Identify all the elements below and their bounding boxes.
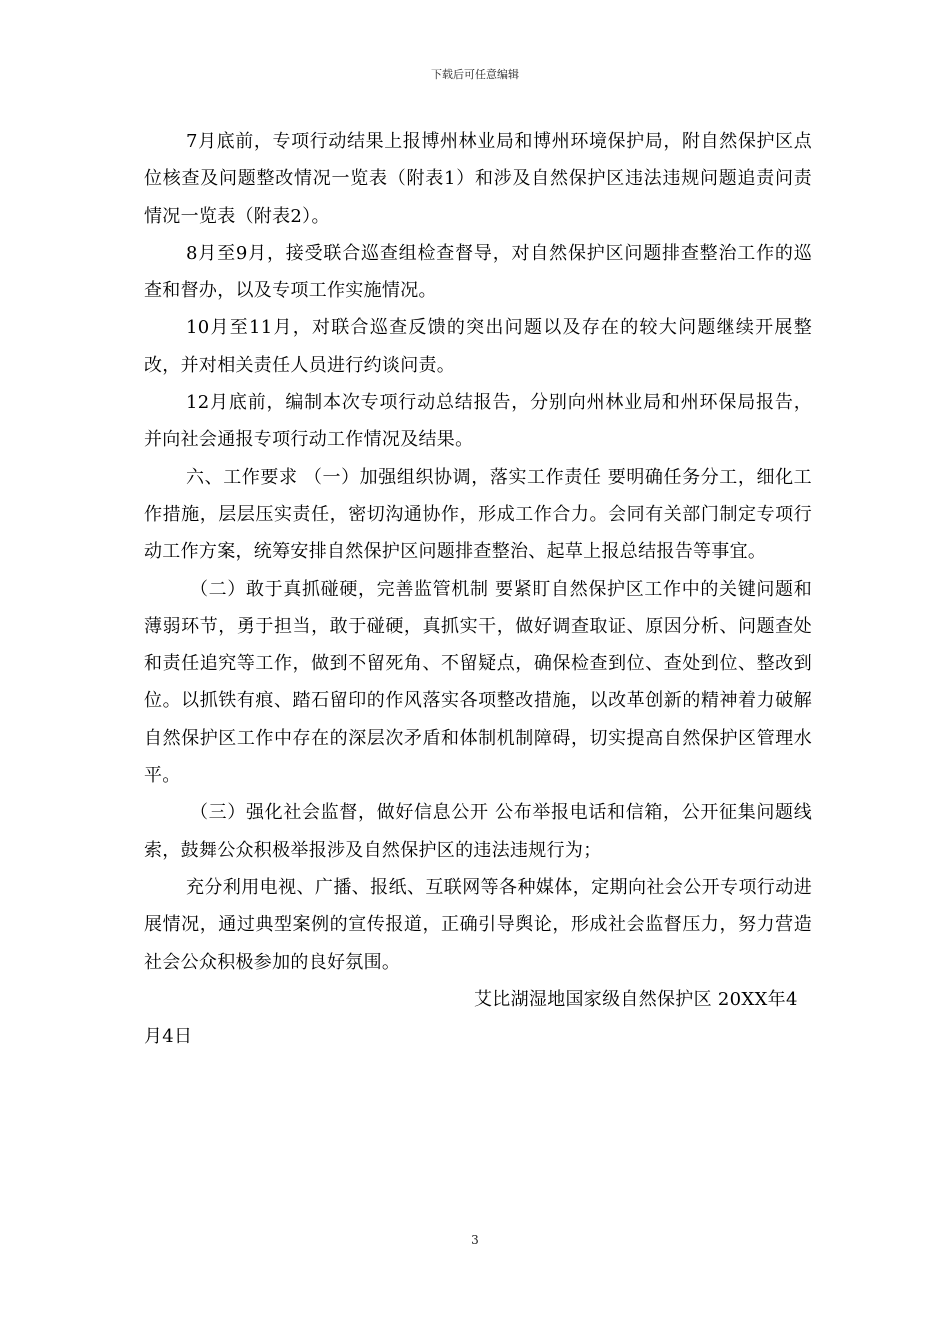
paragraph-july-report: 7月底前，专项行动结果上报博州林业局和博州环境保护局，附自然保护区点位核查及问题整改情况一览表（附表1）和涉及自然保护区违法违规问题追责问责情况一览表（附表2）。 (144, 131, 812, 227)
paragraph-oct-nov-rectification: 10月至11月，对联合巡查反馈的突出问题以及存在的较大问题继续开展整改，并对相关责任人员进行约谈问责。 (144, 317, 812, 376)
document-body (144, 123, 812, 1055)
page-number: 3 (471, 1233, 479, 1247)
paragraph-supervision-mechanism: （二）敢于真抓碰硬，完善监管机制 要紧盯自然保护区工作中的关键问题和薄弱环节，勇于担当，敢于碰硬，真抓实干，做好调查取证、原因分析、问题查处和责任追究等工作，做到不留死角、不留疑点，确保检查到位、查处到位、整改到位。以抓铁有痕、踏石留印的作风落实各项整改措施，以改革创新的精神着力破解自然保护区工作中存在的深层次矛盾和体制机制障碍，切实提高自然保护区管理水平。 (144, 578, 812, 787)
paragraph-aug-sep-inspection: 8月至9月，接受联合巡查组检查督导，对自然保护区问题排查整治工作的巡查和督办，以及专项工作实施情况。 (144, 242, 812, 302)
paragraph-social-supervision: （三）强化社会监督，做好信息公开 公布举报电话和信箱，公开征集问题线索，鼓舞公众积极举报涉及自然保护区的违法违规行为； (144, 802, 812, 861)
header-note: 下载后可任意编辑 (431, 68, 519, 81)
paragraph-media-publicity: 充分利用电视、广播、报纸、互联网等各种媒体，定期向社会公开专项行动进展情况，通过典型案例的宣传报道，正确引导舆论，形成社会监督压力，努力营造社会公众积极参加的良好氛围。 (144, 876, 812, 973)
paragraph-dec-summary: 12月底前，编制本次专项行动总结报告，分别向州林业局和州环保局报告，并向社会通报专项行动工作情况及结果。 (144, 392, 812, 451)
paragraph-work-requirements: 六、工作要求 （一）加强组织协调，落实工作责任 要明确任务分工，细化工作措施，层层压实责任，密切沟通协作，形成工作合力。会同有关部门制定专项行动工作方案，统筹安排自然保护区问题排查整治、起草上报总结报告等事宜。 (144, 466, 812, 563)
signature-date: 月4日 (144, 1026, 193, 1048)
signature-line: 艾比湖湿地国家级自然保护区 20XX年4 (474, 988, 798, 1010)
